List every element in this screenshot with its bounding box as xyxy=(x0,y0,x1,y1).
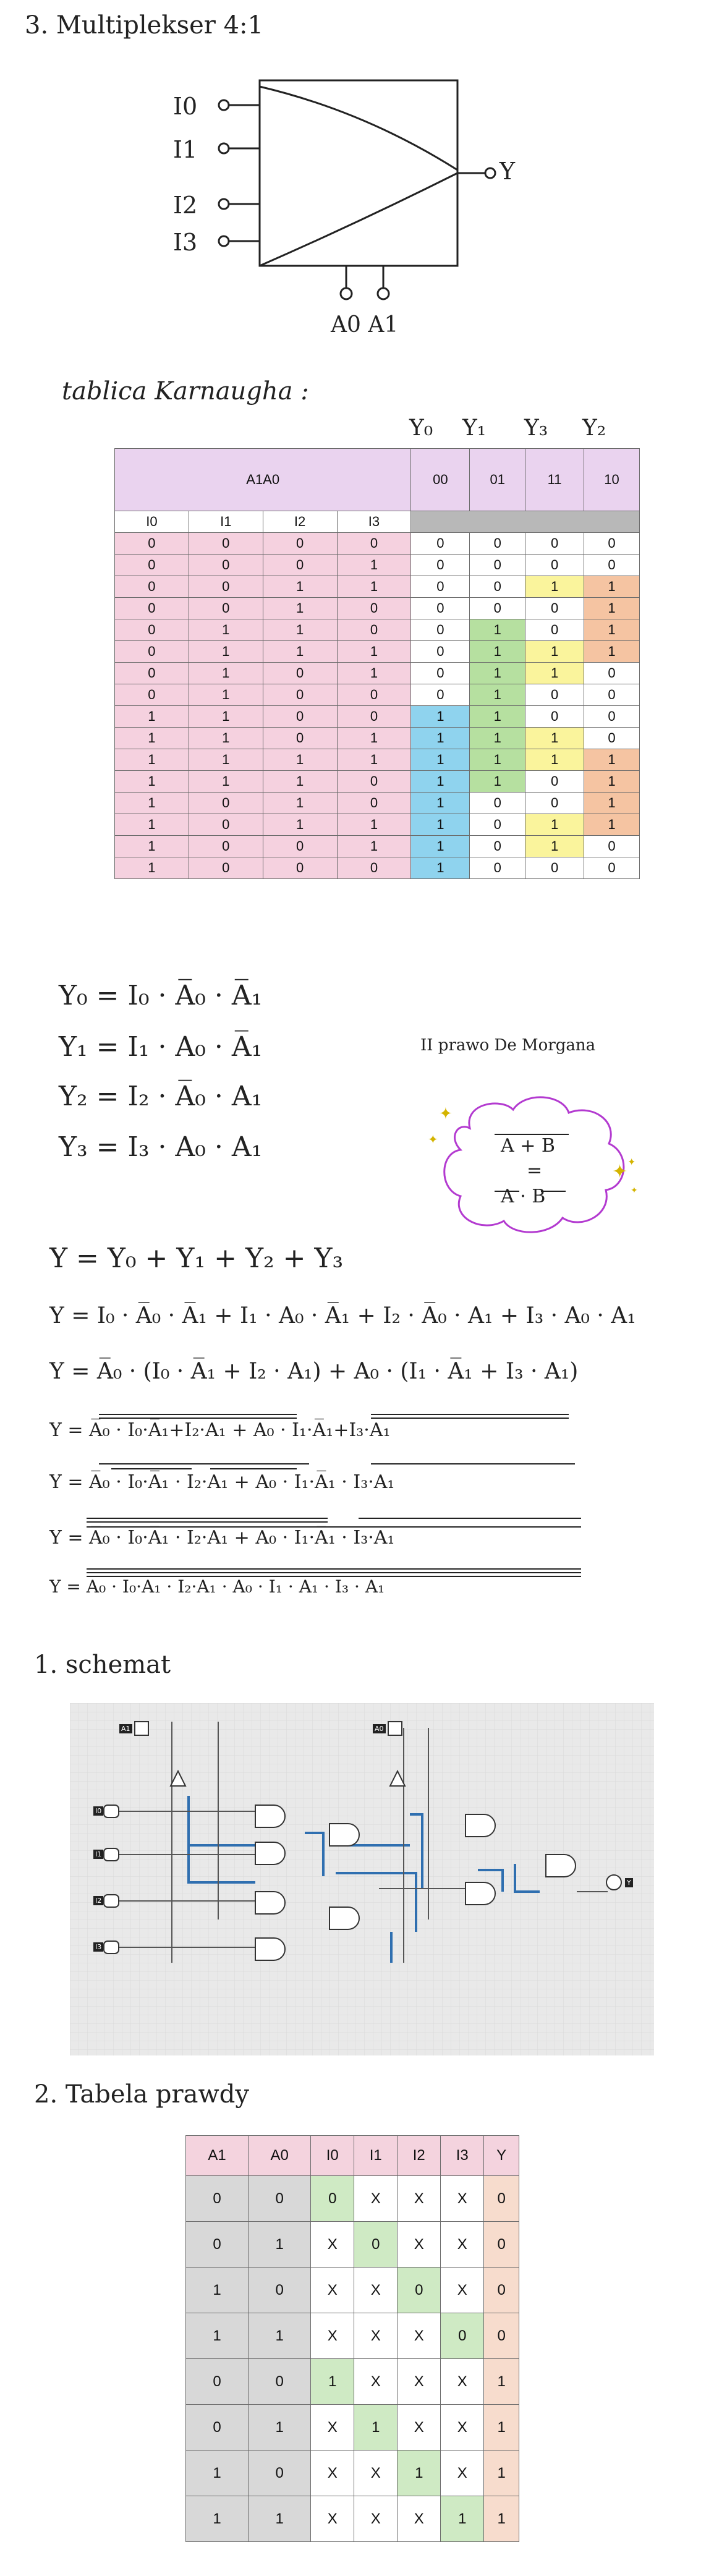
kmap-input-cell: 0 xyxy=(115,598,189,619)
kmap-input-cell: 1 xyxy=(189,749,263,771)
kmap-input-cell: 0 xyxy=(337,598,411,619)
kmap-output-cell: 1 xyxy=(411,836,470,857)
truth-cell: 1 xyxy=(441,2496,484,2542)
kmap-output-cell: 1 xyxy=(584,598,640,619)
truth-cell: X xyxy=(311,2496,354,2542)
kmap-output-cell: 0 xyxy=(411,576,470,598)
kmap-row xyxy=(115,771,640,793)
kmap-output-cell: 0 xyxy=(525,555,584,576)
input-switch-a0 xyxy=(388,1722,402,1735)
kmap-row xyxy=(115,814,640,836)
kmap-input-cell: 0 xyxy=(189,576,263,598)
input-switch-a1 xyxy=(135,1722,148,1735)
svg-text:✦: ✦ xyxy=(428,1132,438,1147)
truth-cell: 0 xyxy=(249,2359,311,2405)
kmap-input-cell: 0 xyxy=(337,857,411,879)
kmap-output-cell: 1 xyxy=(470,706,525,728)
truth-row xyxy=(186,2496,519,2542)
kmap-output-cell: 0 xyxy=(411,598,470,619)
truth-cell: 0 xyxy=(249,2268,311,2313)
svg-text:✦: ✦ xyxy=(612,1161,628,1183)
equation-y3: Y₃ = I₃ · A₀ · A₁ xyxy=(59,1131,263,1163)
kmap-output-cell: 1 xyxy=(525,749,584,771)
equation-line-6: Y = A̅₀ · I₀·A̅₁ · I₂·A₁ · A₀ · I₁ · A̅₁ · I₃ · A₁ xyxy=(49,1576,385,1597)
truth-row xyxy=(186,2176,519,2222)
kmap-input-cell: 0 xyxy=(189,533,263,555)
kmap-output-cell: 1 xyxy=(525,641,584,663)
kmap-row xyxy=(115,619,640,641)
kmap-title: tablica Karnaugha : xyxy=(62,377,309,406)
kmap-input-cell: 0 xyxy=(263,663,337,684)
truth-cell: 0 xyxy=(186,2359,249,2405)
kmap-output-cell: 0 xyxy=(470,576,525,598)
and-gate-6 xyxy=(329,1907,359,1929)
truth-cell: 1 xyxy=(484,2359,519,2405)
truth-cell: X xyxy=(398,2405,441,2451)
kmap-input-cell: 1 xyxy=(337,836,411,857)
kmap-output-cell: 0 xyxy=(525,598,584,619)
kmap-output-cell: 1 xyxy=(470,749,525,771)
kmap-output-cell: 0 xyxy=(525,684,584,706)
kmap-input-cell: 0 xyxy=(189,814,263,836)
equation-line-3: Y = A̅₀ · I₀·A̅₁+I₂·A₁ + A₀ · I₁·A̅₁+I₃·A₁ xyxy=(49,1419,391,1441)
mux-title: 3. Multiplekser 4:1 xyxy=(25,11,263,40)
truth-cell: 0 xyxy=(484,2313,519,2359)
mux-output-y: Y xyxy=(500,158,516,185)
kmap-input-cell: 1 xyxy=(115,814,189,836)
kmap-row xyxy=(115,533,640,555)
truth-cell: 1 xyxy=(484,2496,519,2542)
truth-cell: 1 xyxy=(484,2451,519,2496)
truth-cell: X xyxy=(311,2222,354,2268)
kmap-output-cell: 0 xyxy=(584,857,640,879)
input-pin-i2 xyxy=(219,199,229,209)
kmap-output-y0: Y₀ xyxy=(409,415,433,441)
kmap-input-cell: 1 xyxy=(263,641,337,663)
kmap-output-cell: 0 xyxy=(525,533,584,555)
kmap-input-cell: 1 xyxy=(115,749,189,771)
kmap-input-cell: 0 xyxy=(115,663,189,684)
truth-cell: X xyxy=(354,2451,398,2496)
mux-trapezoid-bottom xyxy=(260,173,457,266)
kmap-input-cell: 1 xyxy=(115,836,189,857)
kmap-output-cell: 0 xyxy=(411,619,470,641)
kmap-input-cell: 1 xyxy=(263,793,337,814)
demorgan-top: A + B xyxy=(501,1135,555,1157)
truth-cell: 1 xyxy=(311,2359,354,2405)
kmap-row xyxy=(115,728,640,749)
truth-cell: X xyxy=(354,2496,398,2542)
kmap-input-cell: 1 xyxy=(263,749,337,771)
schematic-svg xyxy=(70,1703,654,2055)
kmap-row xyxy=(115,793,640,814)
kmap-col-11: 11 xyxy=(525,449,584,511)
and-gate-1 xyxy=(255,1805,285,1827)
input-pin-i1 xyxy=(219,143,229,153)
kmap-head-i0: I0 xyxy=(115,511,189,533)
kmap-output-cell: 1 xyxy=(584,619,640,641)
truth-cell: 0 xyxy=(186,2222,249,2268)
kmap-output-cell: 1 xyxy=(470,771,525,793)
kmap-input-cell: 0 xyxy=(115,684,189,706)
truth-cell: X xyxy=(441,2176,484,2222)
truth-cell: X xyxy=(441,2359,484,2405)
kmap-output-y3: Y₃ xyxy=(524,415,548,441)
kmap-output-cell: 0 xyxy=(411,533,470,555)
schematic-label-i2: I2 xyxy=(93,1896,103,1905)
truth-row xyxy=(186,2268,519,2313)
truth-cell: 0 xyxy=(441,2313,484,2359)
kmap-output-cell: 1 xyxy=(470,641,525,663)
kmap-row xyxy=(115,706,640,728)
truth-cell: X xyxy=(311,2451,354,2496)
kmap-input-cell: 1 xyxy=(263,576,337,598)
kmap-input-cell: 0 xyxy=(337,533,411,555)
truth-cell: 0 xyxy=(484,2268,519,2313)
kmap-row xyxy=(115,663,640,684)
kmap-table xyxy=(114,448,640,879)
kmap-head-i1: I1 xyxy=(189,511,263,533)
svg-text:✦: ✦ xyxy=(627,1156,636,1168)
kmap-output-cell: 0 xyxy=(584,728,640,749)
kmap-input-cell: 0 xyxy=(115,533,189,555)
kmap-input-cell: 0 xyxy=(263,706,337,728)
truth-cell: 0 xyxy=(249,2176,311,2222)
schematic-canvas xyxy=(70,1703,654,2055)
output-bulb-y xyxy=(606,1875,621,1890)
truth-cell: 0 xyxy=(398,2268,441,2313)
kmap-input-cell: 0 xyxy=(337,619,411,641)
schematic-label-a0: A0 xyxy=(373,1724,386,1733)
truth-cell: X xyxy=(441,2451,484,2496)
mux-diagram xyxy=(161,68,556,340)
kmap-row xyxy=(115,641,640,663)
kmap-input-cell: 0 xyxy=(263,836,337,857)
truth-row xyxy=(186,2405,519,2451)
kmap-output-cell: 0 xyxy=(584,706,640,728)
kmap-output-cell: 1 xyxy=(525,576,584,598)
kmap-input-cell: 0 xyxy=(263,728,337,749)
truth-cell: X xyxy=(354,2268,398,2313)
and-gate-5 xyxy=(329,1824,359,1846)
kmap-input-cell: 0 xyxy=(263,684,337,706)
kmap-input-cell: 0 xyxy=(189,836,263,857)
equation-y1: Y₁ = I₁ · A₀ · A̅₁ xyxy=(59,1031,263,1063)
equation-line-2: Y = A̅₀ · (I₀ · A̅₁ + I₂ · A₁) + A₀ · (I₁ · A̅₁ + I₃ · A₁) xyxy=(49,1359,579,1384)
kmap-row xyxy=(115,576,640,598)
kmap-output-cell: 1 xyxy=(584,576,640,598)
truth-cell: X xyxy=(354,2313,398,2359)
kmap-output-cell: 1 xyxy=(411,728,470,749)
input-pin-i0 xyxy=(219,100,229,110)
kmap-input-cell: 1 xyxy=(337,663,411,684)
kmap-input-cell: 0 xyxy=(115,555,189,576)
kmap-input-cell: 0 xyxy=(115,619,189,641)
kmap-output-cell: 0 xyxy=(470,793,525,814)
kmap-input-cell: 1 xyxy=(337,749,411,771)
kmap-output-cell: 1 xyxy=(470,684,525,706)
demorgan-bottom: A · B xyxy=(501,1186,546,1207)
kmap-input-cell: 0 xyxy=(189,555,263,576)
negation-bars xyxy=(49,1409,668,1613)
kmap-input-cell: 1 xyxy=(337,555,411,576)
and-gate-7 xyxy=(466,1814,495,1837)
equation-line-1: Y = I₀ · A̅₀ · A̅₁ + I₁ · A₀ · A̅₁ + I₂ · A̅₀ · A₁ + I₃ · A₀ · A₁ xyxy=(49,1303,636,1328)
truth-head-i3: I3 xyxy=(441,2136,484,2176)
kmap-output-cell: 0 xyxy=(470,533,525,555)
kmap-output-cell: 0 xyxy=(584,684,640,706)
kmap-output-cell: 1 xyxy=(584,793,640,814)
kmap-input-cell: 0 xyxy=(263,533,337,555)
truth-head-i0: I0 xyxy=(311,2136,354,2176)
truth-cell: X xyxy=(354,2176,398,2222)
truth-head-i2: I2 xyxy=(398,2136,441,2176)
kmap-output-cell: 0 xyxy=(470,598,525,619)
kmap-output-cell: 0 xyxy=(584,836,640,857)
kmap-input-cell: 1 xyxy=(337,814,411,836)
kmap-head-i2: I2 xyxy=(263,511,337,533)
truth-cell: 1 xyxy=(249,2222,311,2268)
truth-row xyxy=(186,2313,519,2359)
kmap-output-cell: 0 xyxy=(470,814,525,836)
kmap-output-cell: 0 xyxy=(584,663,640,684)
truth-cell: 0 xyxy=(484,2176,519,2222)
kmap-row xyxy=(115,836,640,857)
truth-cell: X xyxy=(398,2176,441,2222)
mux-input-i1: I1 xyxy=(173,136,198,163)
truth-cell: 0 xyxy=(484,2222,519,2268)
kmap-output-cell: 1 xyxy=(470,663,525,684)
kmap-input-cell: 1 xyxy=(337,728,411,749)
kmap-output-y1: Y₁ xyxy=(462,415,487,441)
truth-cell: X xyxy=(311,2268,354,2313)
truth-cell: 1 xyxy=(186,2268,249,2313)
and-gate-4 xyxy=(255,1938,285,1960)
kmap-input-cell: 0 xyxy=(189,857,263,879)
input-switch-i1 xyxy=(104,1848,119,1861)
kmap-output-cell: 1 xyxy=(411,706,470,728)
kmap-output-cell: 0 xyxy=(525,793,584,814)
kmap-output-cell: 0 xyxy=(525,771,584,793)
truth-cell: X xyxy=(441,2268,484,2313)
kmap-output-cell: 0 xyxy=(470,857,525,879)
svg-text:✦: ✦ xyxy=(439,1105,453,1123)
kmap-input-cell: 0 xyxy=(189,793,263,814)
schematic-label-i1: I1 xyxy=(93,1850,103,1859)
kmap-output-cell: 1 xyxy=(584,771,640,793)
schematic-label-y: Y xyxy=(625,1878,633,1887)
input-switch-i2 xyxy=(104,1895,119,1907)
kmap-input-cell: 1 xyxy=(263,771,337,793)
kmap-select-header: A1A0 xyxy=(115,449,411,511)
truth-cell: X xyxy=(398,2359,441,2405)
kmap-input-cell: 1 xyxy=(189,706,263,728)
kmap-output-cell: 1 xyxy=(584,641,640,663)
truth-row xyxy=(186,2359,519,2405)
demorgan-equals: = xyxy=(527,1160,543,1181)
kmap-input-cell: 0 xyxy=(115,641,189,663)
equation-sum: Y = Y₀ + Y₁ + Y₂ + Y₃ xyxy=(49,1243,344,1274)
kmap-output-cell: 1 xyxy=(411,857,470,879)
mux-selects: A0 A1 xyxy=(331,312,399,338)
kmap-output-cell: 1 xyxy=(470,728,525,749)
kmap-output-cell: 1 xyxy=(525,728,584,749)
input-pin-i3 xyxy=(219,236,229,246)
equation-y0: Y₀ = I₀ · A̅₀ · A̅₁ xyxy=(59,980,263,1011)
kmap-output-cell: 1 xyxy=(470,619,525,641)
truth-cell: X xyxy=(354,2359,398,2405)
kmap-input-cell: 0 xyxy=(337,771,411,793)
truth-head-i1: I1 xyxy=(354,2136,398,2176)
kmap-output-cell: 0 xyxy=(411,641,470,663)
kmap-input-cell: 1 xyxy=(189,771,263,793)
kmap-output-cell: 1 xyxy=(411,771,470,793)
kmap-output-cell: 0 xyxy=(411,684,470,706)
truth-cell: 1 xyxy=(249,2313,311,2359)
mux-box xyxy=(260,80,457,266)
truth-cell: 1 xyxy=(484,2405,519,2451)
truth-title: 2. Tabela prawdy xyxy=(34,2080,249,2109)
kmap-output-cell: 1 xyxy=(584,814,640,836)
kmap-input-cell: 0 xyxy=(337,793,411,814)
kmap-output-cell: 0 xyxy=(411,555,470,576)
select-pin-a1 xyxy=(378,288,389,299)
truth-cell: 0 xyxy=(186,2176,249,2222)
kmap-input-cell: 1 xyxy=(189,619,263,641)
kmap-input-cell: 1 xyxy=(115,771,189,793)
kmap-input-cell: 1 xyxy=(337,641,411,663)
kmap-output-cell: 1 xyxy=(584,749,640,771)
kmap-output-cell: 1 xyxy=(525,814,584,836)
truth-cell: 1 xyxy=(354,2405,398,2451)
kmap-output-cell: 0 xyxy=(525,857,584,879)
svg-text:✦: ✦ xyxy=(631,1186,638,1196)
kmap-output-cell: 0 xyxy=(584,555,640,576)
truth-cell: 1 xyxy=(249,2496,311,2542)
truth-head-y: Y xyxy=(484,2136,519,2176)
select-pin-a0 xyxy=(341,288,352,299)
truth-cell: 1 xyxy=(398,2451,441,2496)
kmap-input-cell: 1 xyxy=(189,684,263,706)
kmap-input-cell: 1 xyxy=(189,663,263,684)
kmap-col-10: 10 xyxy=(584,449,640,511)
output-pin-y xyxy=(485,168,495,178)
kmap-input-cell: 0 xyxy=(337,706,411,728)
kmap-input-cell: 0 xyxy=(263,555,337,576)
mux-input-i3: I3 xyxy=(173,229,198,256)
kmap-output-y2: Y₂ xyxy=(582,415,606,441)
kmap-output-cell: 1 xyxy=(411,793,470,814)
truth-cell: X xyxy=(398,2313,441,2359)
kmap-output-cell: 0 xyxy=(411,663,470,684)
input-switch-i0 xyxy=(104,1805,119,1817)
kmap-row xyxy=(115,684,640,706)
kmap-output-cell: 0 xyxy=(470,836,525,857)
equation-line-5: Y = A̅₀ · I₀·A̅₁ · I₂·A₁ + A₀ · I₁·A̅₁ · I₃·A₁ xyxy=(49,1527,395,1549)
kmap-input-cell: 1 xyxy=(189,641,263,663)
mux-trapezoid-top xyxy=(260,87,457,170)
truth-cell: 0 xyxy=(249,2451,311,2496)
kmap-col-01: 01 xyxy=(470,449,525,511)
truth-cell: 0 xyxy=(354,2222,398,2268)
truth-cell: 1 xyxy=(186,2451,249,2496)
kmap-row xyxy=(115,749,640,771)
kmap-input-cell: 0 xyxy=(189,598,263,619)
and-gate-3 xyxy=(255,1892,285,1914)
demorgan-title: II prawo De Morgana xyxy=(420,1036,596,1055)
kmap-output-cell: 1 xyxy=(411,814,470,836)
truth-cell: 1 xyxy=(186,2496,249,2542)
schematic-label-i3: I3 xyxy=(93,1942,103,1952)
truth-cell: 0 xyxy=(186,2405,249,2451)
truth-row xyxy=(186,2222,519,2268)
schematic-label-a1: A1 xyxy=(119,1724,132,1733)
truth-row xyxy=(186,2451,519,2496)
truth-cell: X xyxy=(311,2405,354,2451)
kmap-input-cell: 1 xyxy=(263,814,337,836)
kmap-output-cell: 0 xyxy=(525,619,584,641)
kmap-input-cell: 1 xyxy=(263,619,337,641)
kmap-output-cell: 1 xyxy=(525,836,584,857)
truth-head-a0: A0 xyxy=(249,2136,311,2176)
truth-cell: X xyxy=(398,2496,441,2542)
kmap-input-cell: 1 xyxy=(115,706,189,728)
truth-cell: 1 xyxy=(249,2405,311,2451)
kmap-row xyxy=(115,598,640,619)
kmap-output-cell: 0 xyxy=(525,706,584,728)
kmap-head-i3: I3 xyxy=(337,511,411,533)
kmap-input-cell: 0 xyxy=(263,857,337,879)
equation-line-4: Y = A̅₀ · I₀·A̅₁ · I₂·A₁ + A₀ · I₁·A̅₁ · I₃·A₁ xyxy=(49,1471,395,1493)
kmap-gray-bar xyxy=(411,511,640,533)
schematic-label-i0: I0 xyxy=(93,1806,103,1816)
truth-cell: 1 xyxy=(186,2313,249,2359)
kmap-output-cell: 0 xyxy=(584,533,640,555)
kmap-output-cell: 1 xyxy=(525,663,584,684)
truth-table xyxy=(185,2135,519,2542)
and-gate-8 xyxy=(466,1882,495,1905)
truth-cell: X xyxy=(441,2222,484,2268)
mux-input-i2: I2 xyxy=(173,192,198,219)
equation-y2: Y₂ = I₂ · A̅₀ · A₁ xyxy=(59,1081,263,1112)
kmap-input-cell: 1 xyxy=(337,576,411,598)
truth-head-a1: A1 xyxy=(186,2136,249,2176)
truth-cell: 0 xyxy=(311,2176,354,2222)
kmap-input-cell: 1 xyxy=(115,793,189,814)
and-gate-2 xyxy=(255,1842,285,1864)
mux-input-i0: I0 xyxy=(173,93,198,120)
and-gate-out xyxy=(546,1855,576,1877)
truth-cell: X xyxy=(398,2222,441,2268)
kmap-row xyxy=(115,857,640,879)
kmap-input-cell: 0 xyxy=(115,576,189,598)
kmap-input-cell: 1 xyxy=(189,728,263,749)
schematic-title: 1. schemat xyxy=(34,1651,171,1679)
kmap-row xyxy=(115,555,640,576)
kmap-input-cell: 1 xyxy=(115,857,189,879)
kmap-output-cell: 0 xyxy=(470,555,525,576)
kmap-input-cell: 0 xyxy=(337,684,411,706)
truth-cell: X xyxy=(441,2405,484,2451)
kmap-output-cell: 1 xyxy=(411,749,470,771)
kmap-input-cell: 1 xyxy=(263,598,337,619)
kmap-input-cell: 1 xyxy=(115,728,189,749)
truth-cell: X xyxy=(311,2313,354,2359)
input-switch-i3 xyxy=(104,1941,119,1953)
kmap-col-00: 00 xyxy=(411,449,470,511)
